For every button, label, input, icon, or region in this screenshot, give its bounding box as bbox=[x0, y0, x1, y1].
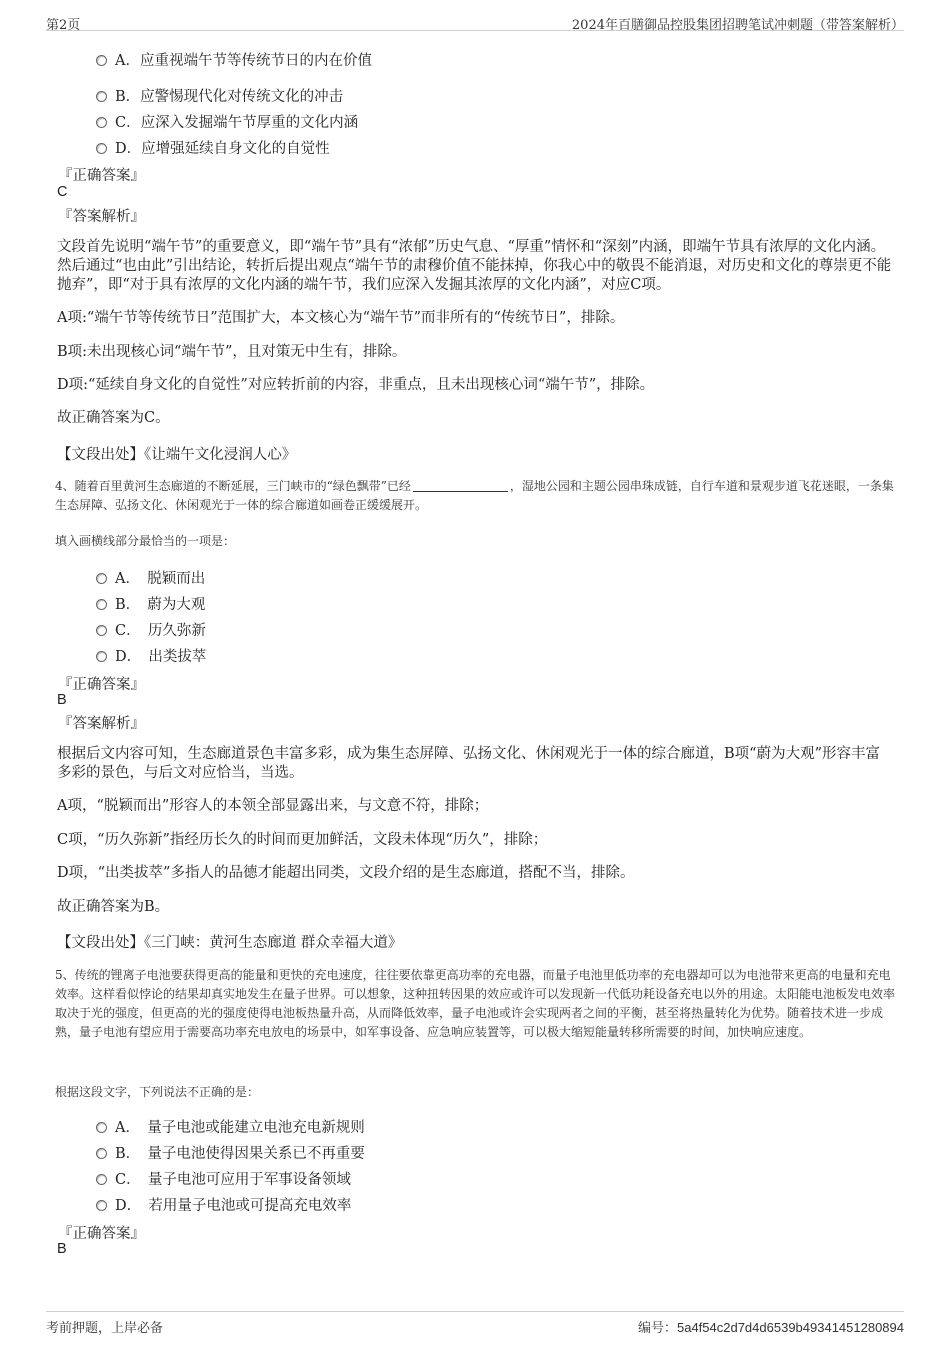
radio-icon[interactable] bbox=[96, 625, 107, 636]
q4-stem: 4、随着百里黄河生态廊道的不断延展，三门峡市的“绿色飘带”已经 ，湿地公园和主题公园串珠成链，自行车道和景观步道飞花迷眼，一条集生态屏障、弘扬文化、休闲观光于一体的综合廊道如画卷正缓缓展开。 bbox=[55, 479, 894, 512]
radio-icon[interactable] bbox=[96, 55, 107, 66]
radio-icon[interactable] bbox=[96, 1148, 107, 1159]
radio-icon[interactable] bbox=[96, 1122, 107, 1133]
q5-prompt: 根据这段文字，下列说法不正确的是： bbox=[55, 1085, 260, 1099]
footer-slogan: 考前押题，上岸必备 bbox=[46, 1321, 164, 1336]
q4-conclusion: 故正确答案为B。 bbox=[57, 899, 170, 915]
q4-answer: B bbox=[57, 692, 67, 708]
correct-answer-label: 『正确答案』 bbox=[58, 1226, 145, 1242]
q5-option-a[interactable]: A． 量子电池或能建立电池充电新规则 bbox=[96, 1116, 365, 1137]
q4-source: 【文段出处】《三门峡：黄河生态廊道 群众幸福大道》 bbox=[57, 935, 403, 951]
q4-option-d[interactable]: D． 出类拔萃 bbox=[96, 645, 206, 666]
q4-option-c[interactable]: C． 历久弥新 bbox=[96, 619, 206, 640]
q3-option-b[interactable]: B．应警惕现代化对传统文化的冲击 bbox=[96, 85, 343, 106]
q4-option-a[interactable]: A． 脱颖而出 bbox=[96, 567, 205, 588]
q4-option-b[interactable]: B． 蔚为大观 bbox=[96, 593, 205, 614]
radio-icon[interactable] bbox=[96, 1200, 107, 1211]
q3-analysis-b: B项:未出现核心词“端午节”，且对策无中生有，排除。 bbox=[57, 344, 407, 360]
radio-icon[interactable] bbox=[96, 143, 107, 154]
radio-icon[interactable] bbox=[96, 573, 107, 584]
document-code: 编号：5a4f54c2d7d4d6539b49341451280894 bbox=[637, 1320, 904, 1336]
q5-stem: 5、传统的锂离子电池要获得更高的能量和更快的充电速度，往往要依靠更高功率的充电器，而量子电池里低功率的充电器却可以为电池带来更高的电量和充电效率。这样看似悖论的结果却真实地发生在量子世界。可以想象，这种扭转因果的效应或许可以发现新一代低功耗设备充电以外的用途。太阳能电池板发电效率取决于光的强度，但更高的光的强度使得电池板热量升高，从而降低效率，量子电池或许会实现两者之间的平衡，甚至将热量转化为优势。随着技术进一步成熟，量子电池有望应用于需要高功率充电放电的场景中，如军事设备、应急响应装置等，可以极大缩短能量转移所需要的时间，加快响应速度。 bbox=[55, 968, 896, 1039]
q3-option-c[interactable]: C．应深入发掘端午节厚重的文化内涵 bbox=[96, 111, 358, 132]
q3-option-a[interactable]: A．应重视端午节等传统节日的内在价值 bbox=[96, 49, 372, 70]
page-footer bbox=[46, 1311, 904, 1336]
analysis-label: 『答案解析』 bbox=[58, 209, 145, 225]
correct-answer-label: 『正确答案』 bbox=[58, 677, 145, 693]
q4-analysis-c: C项，“历久弥新”指经历长久的时间而更加鲜活，文段未体现“历久”，排除； bbox=[57, 832, 548, 848]
q3-analysis-main: 文段首先说明“端午节”的重要意义，即“端午节”具有“浓郁”历史气息、“厚重”情怀和“深刻”内涵，即端午节具有浓厚的文化内涵。然后通过“也由此”引出结论，转折后提出观点“端午节的肃穆价值不能抹掉，你我心中的敬畏不能消退，对历史和文化的尊崇更不能抛弃”，即“对于具有浓厚的文化内涵的端午节，我们应深入发掘其浓厚的文化内涵”，对应C项。 bbox=[57, 239, 892, 293]
radio-icon[interactable] bbox=[96, 117, 107, 128]
q3-conclusion: 故正确答案为C。 bbox=[57, 410, 170, 426]
page-number: 第2页 bbox=[46, 18, 81, 33]
q4-prompt: 填入画横线部分最恰当的一项是： bbox=[55, 534, 236, 548]
q4-analysis-main: 根据后文内容可知，生态廊道景色丰富多彩，成为集生态屏障、弘扬文化、休闲观光于一体的综合廊道，B项“蔚为大观”形容丰富多彩的景色，与后文对应恰当，当选。 bbox=[57, 746, 880, 781]
q3-option-d[interactable]: D．应增强延续自身文化的自觉性 bbox=[96, 137, 330, 158]
radio-icon[interactable] bbox=[96, 91, 107, 102]
q4-analysis-d: D项，“出类拔萃”多指人的品德才能超出同类，文段介绍的是生态廊道，搭配不当，排除。 bbox=[57, 865, 635, 881]
document-title: 2024年百膳御品控股集团招聘笔试冲刺题（带答案解析） bbox=[571, 18, 904, 33]
radio-icon[interactable] bbox=[96, 1174, 107, 1185]
q5-option-d[interactable]: D． 若用量子电池或可提高充电效率 bbox=[96, 1194, 351, 1215]
fill-blank bbox=[413, 479, 508, 492]
radio-icon[interactable] bbox=[96, 651, 107, 662]
q5-answer: B bbox=[57, 1241, 67, 1257]
q3-source: 【文段出处】《让端午文化浸润人心》 bbox=[57, 447, 297, 463]
analysis-label: 『答案解析』 bbox=[58, 716, 145, 732]
page-header bbox=[46, 8, 904, 31]
q5-option-c[interactable]: C． 量子电池可应用于军事设备领域 bbox=[96, 1168, 351, 1189]
q5-option-b[interactable]: B． 量子电池使得因果关系已不再重要 bbox=[96, 1142, 365, 1163]
q4-analysis-a: A项，“脱颖而出”形容人的本领全部显露出来，与文意不符，排除； bbox=[57, 798, 489, 814]
q3-answer: C bbox=[57, 184, 68, 200]
correct-answer-label: 『正确答案』 bbox=[58, 168, 145, 184]
radio-icon[interactable] bbox=[96, 599, 107, 610]
q3-analysis-a: A项:“端午节等传统节日”范围扩大，本文核心为“端午节”而非所有的“传统节日”，排除。 bbox=[57, 310, 625, 326]
q3-analysis-d: D项:“延续自身文化的自觉性”对应转折前的内容，非重点，且未出现核心词“端午节”，排除。 bbox=[57, 377, 655, 393]
